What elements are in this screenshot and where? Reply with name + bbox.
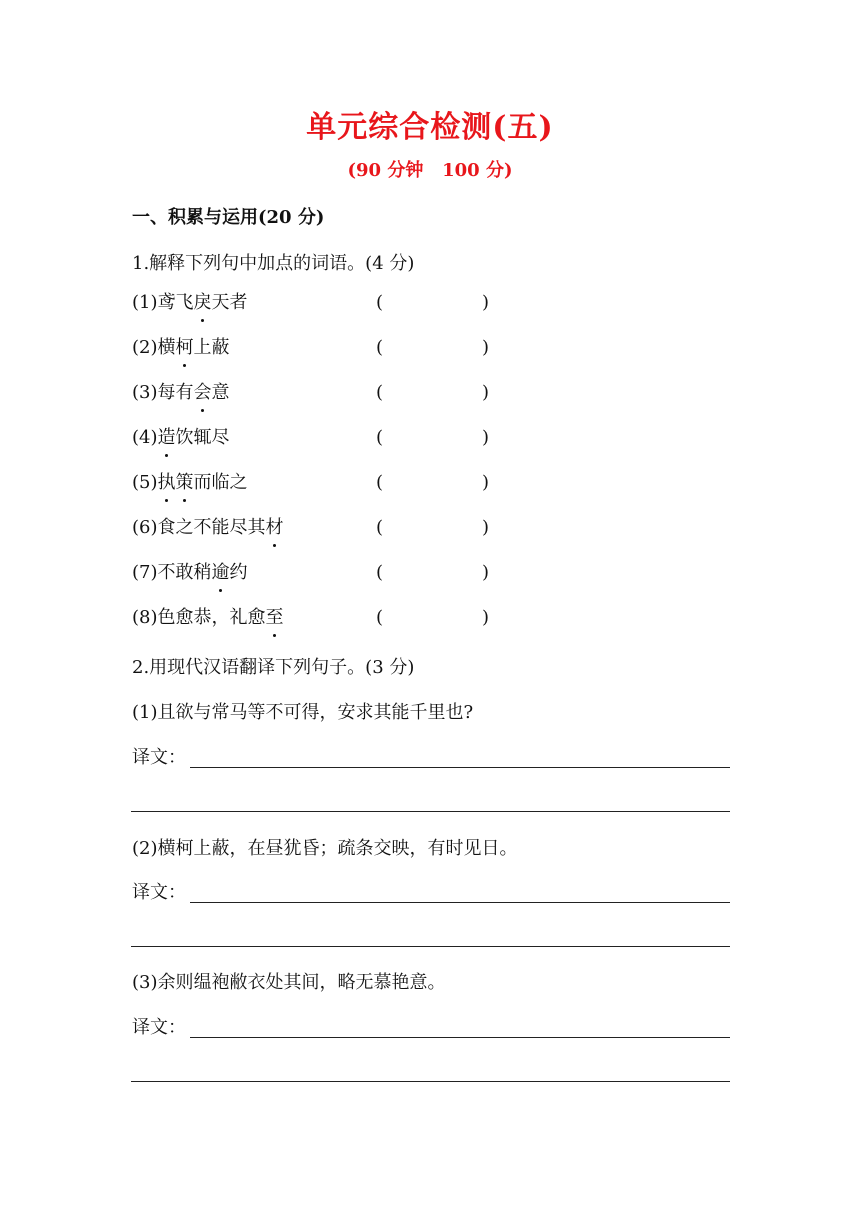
answer-blank-open[interactable]: (: [376, 517, 384, 538]
answer-blank-close: ): [482, 607, 490, 628]
vocab-item-text: 而临之: [193, 472, 248, 493]
vocab-item-number: (2): [132, 337, 158, 358]
vocab-item-dotted-word: [194, 292, 212, 313]
vocab-item-text: 不敢稍: [157, 562, 212, 583]
answer-line-3b[interactable]: [131, 1081, 730, 1082]
dotted-character: 戾: [194, 290, 212, 316]
answer-line-2a[interactable]: [190, 902, 730, 903]
answer-blank-open[interactable]: (: [376, 337, 384, 358]
answer-line-3a[interactable]: [190, 1037, 730, 1038]
answer-blank-close: ): [482, 517, 490, 538]
vocab-item-dotted-word: [266, 517, 284, 538]
vocab-item-dotted-word: [194, 382, 212, 403]
vocab-item-number: (4): [132, 427, 158, 448]
answer-blank-close: ): [482, 292, 490, 313]
question-2-prompt: 2.用现代汉语翻译下列句子。(3 分): [132, 657, 415, 678]
answer-blank-close: ): [482, 562, 490, 583]
answer-blank-close: ): [482, 427, 490, 448]
translation-sentence-1: (1)且欲与常马等不可得，安求其能千里也?: [132, 702, 474, 723]
vocab-item-text: 天者: [211, 292, 248, 313]
vocab-item-text: 约: [229, 562, 248, 583]
vocab-item: [132, 605, 512, 633]
vocab-item: [132, 515, 512, 543]
vocab-item-dotted-word: [158, 472, 194, 493]
vocab-item: [132, 290, 512, 318]
vocab-item-dotted-word: [176, 337, 194, 358]
vocab-item-dotted-word: [158, 427, 176, 448]
dotted-character: 造: [158, 425, 176, 451]
vocab-item-text: 色愈恭，礼愈: [157, 607, 266, 628]
page-subtitle: (90 分钟 100 分): [347, 160, 513, 181]
answer-blank-close: ): [482, 382, 490, 403]
answer-blank-open[interactable]: (: [376, 607, 384, 628]
vocab-item-dotted-word: [266, 607, 284, 628]
translation-sentence-2: (2)横柯上蔽，在昼犹昏；疏条交映，有时见日。: [132, 838, 518, 859]
page-title: 单元综合检测(五): [306, 110, 554, 145]
answer-label-2: 译文：: [132, 882, 186, 903]
vocab-item-number: (6): [132, 517, 158, 538]
answer-blank-open[interactable]: (: [376, 427, 384, 448]
dotted-character: 策: [176, 470, 194, 496]
vocab-item: [132, 425, 512, 453]
dotted-character: 材: [266, 515, 284, 541]
vocab-item: [132, 380, 512, 408]
vocab-item-text: 饮辄尽: [175, 427, 230, 448]
vocab-item-text: 意: [211, 382, 230, 403]
vocab-item-number: (5): [132, 472, 158, 493]
question-1-prompt: 1.解释下列句中加点的词语。(4 分): [132, 253, 415, 274]
answer-blank-open[interactable]: (: [376, 382, 384, 403]
answer-blank-open[interactable]: (: [376, 472, 384, 493]
vocab-item-text: 横: [157, 337, 176, 358]
answer-blank-close: ): [482, 472, 490, 493]
vocab-item-number: (1): [132, 292, 158, 313]
vocab-item-number: (3): [132, 382, 158, 403]
answer-blank-close: ): [482, 337, 490, 358]
dotted-character: 执: [158, 470, 176, 496]
answer-blank-open[interactable]: (: [376, 562, 384, 583]
vocab-item-text: 食之不能尽其: [157, 517, 266, 538]
vocab-item-dotted-word: [212, 562, 230, 583]
dotted-character: 柯: [176, 335, 194, 361]
vocab-item: [132, 470, 512, 498]
vocab-item-text: 每有: [157, 382, 194, 403]
answer-line-1a[interactable]: [190, 767, 730, 768]
translation-sentence-3: (3)余则缊袍敝衣处其间，略无慕艳意。: [132, 972, 446, 993]
answer-label-3: 译文：: [132, 1017, 186, 1038]
dotted-character: 会: [194, 380, 212, 406]
vocab-item-number: (8): [132, 607, 158, 628]
dotted-character: 逾: [212, 560, 230, 586]
vocab-item-text: 鸢飞: [157, 292, 194, 313]
answer-line-2b[interactable]: [131, 946, 730, 947]
vocab-item-number: (7): [132, 562, 158, 583]
vocab-item-text: 上蔽: [193, 337, 230, 358]
vocab-item: [132, 335, 512, 363]
dotted-character: 至: [266, 605, 284, 631]
vocab-item: [132, 560, 512, 588]
answer-blank-open[interactable]: (: [376, 292, 384, 313]
answer-line-1b[interactable]: [131, 811, 730, 812]
answer-label-1: 译文：: [132, 747, 186, 768]
section-heading: 一、积累与运用(20 分): [132, 207, 325, 228]
